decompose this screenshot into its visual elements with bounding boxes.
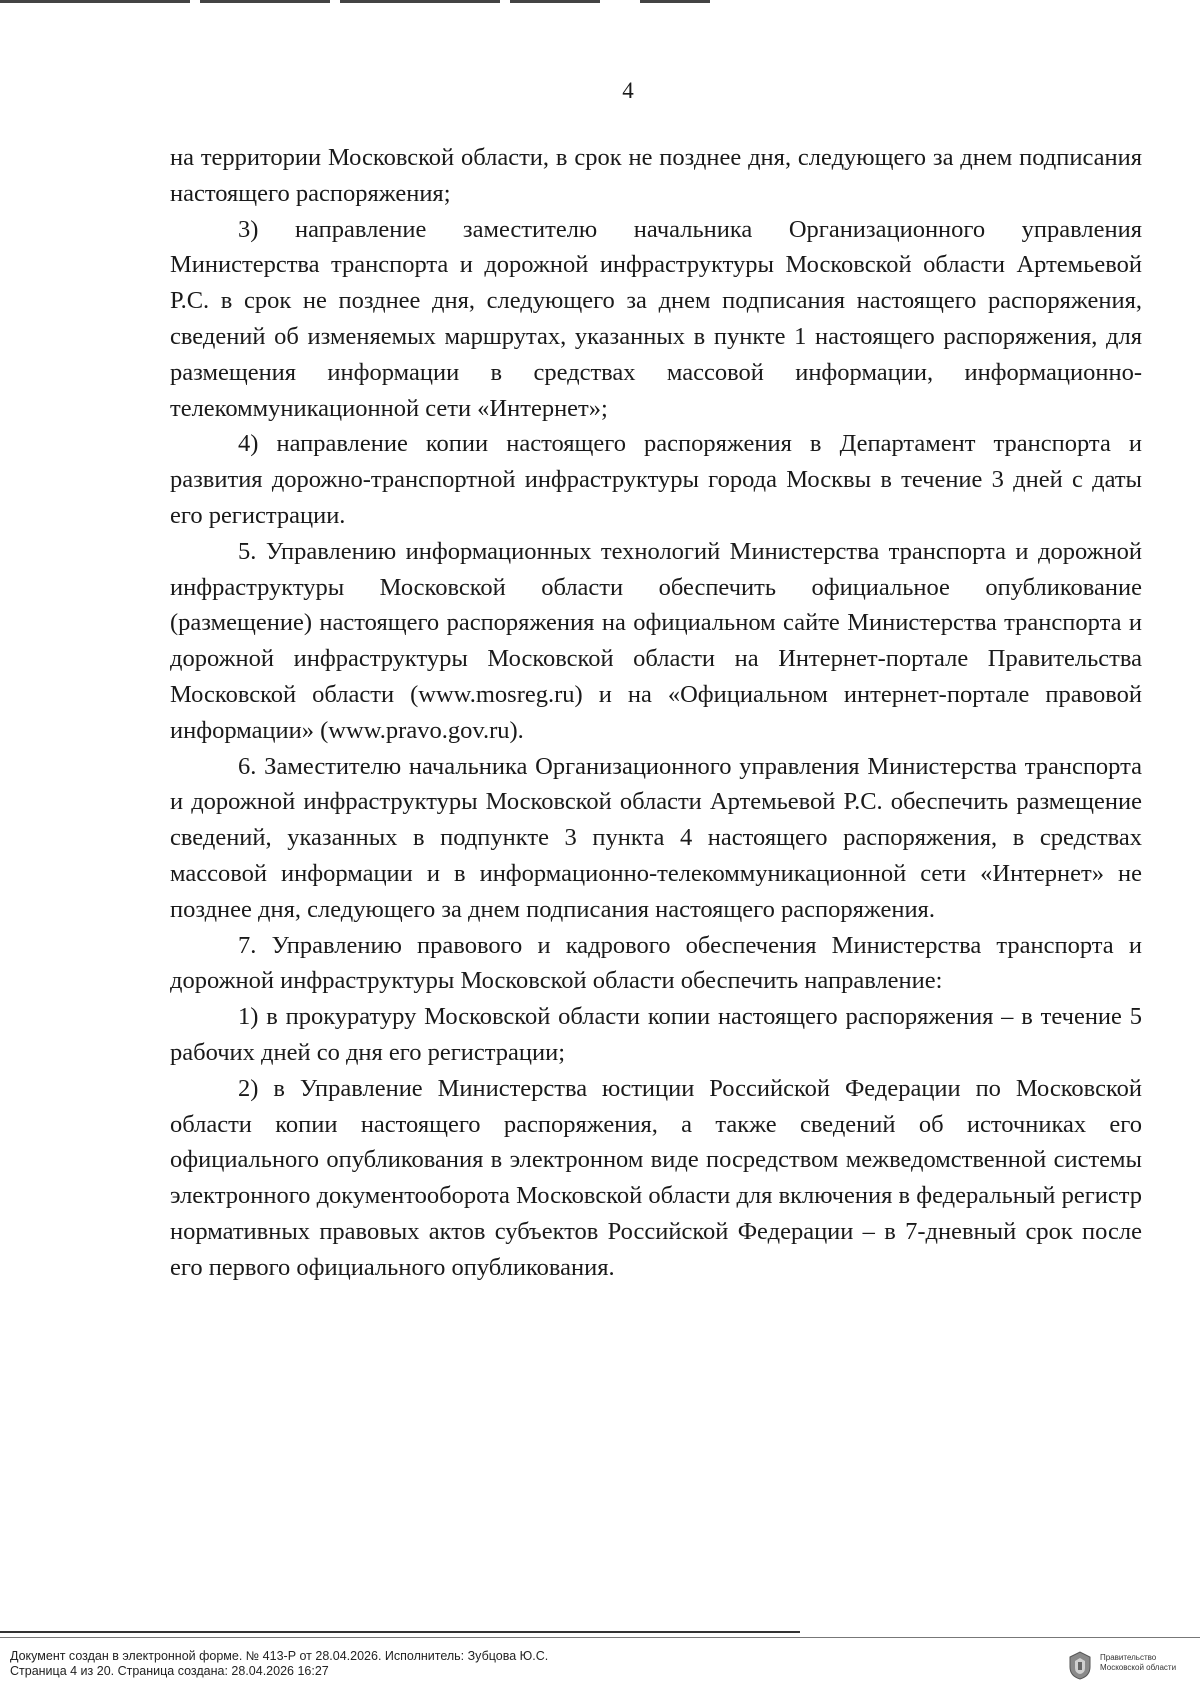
page-number: 4 <box>622 78 634 103</box>
footer-divider-thin <box>0 1637 1200 1638</box>
paragraph: 3) направление заместителю начальника Организационного управления Министерства транспорта и дорожной инфраструктуры Московской области Артемьевой Р.С. в срок не позднее дня, следующего за днем подписания настоящего распоряжения, сведений об изменяемых маршрутах, указанных в пункте 1 настоящего распоряжения, для размещения информации в средствах массовой информации, информационно-телекоммуникационной сети «Интернет»; <box>170 215 1142 422</box>
footer-page-info: Страница 4 из 20. Страница создана: 28.04.2026 16:27 <box>10 1664 329 1678</box>
government-logo <box>1060 1647 1190 1687</box>
paragraph: 6. Заместителю начальника Организационного управления Министерства транспорта и дорожной инфраструктуры Московской области Артемьевой Р.С. обеспечить размещение сведений, указанных в подпункте 3 пункта 4 настоящего распоряжения, в средствах массовой информации и в информационно-телекоммуникационной сети «Интернет» не позднее дня, следующего за днем подписания настоящего распоряжения. <box>170 752 1142 923</box>
electronic-document-footer <box>10 1649 548 1679</box>
paragraph: 7. Управлению правового и кадрового обеспечения Министерства транспорта и дорожной инфраструктуры Московской области обеспечить направление: <box>170 931 1142 995</box>
document-body <box>170 140 1142 1286</box>
paragraph: 4) направление копии настоящего распоряжения в Департамент транспорта и развития дорожно-транспортной инфраструктуры города Москвы в течение 3 дней с даты его регистрации. <box>170 430 1142 529</box>
top-scan-artifact <box>0 0 1200 4</box>
paragraph: 2) в Управление Министерства юстиции Российской Федерации по Московской области копии настоящего распоряжения, а также сведений об источниках его официального опубликования в электронном виде посредством межведомственной системы электронного документооборота Московской области для включения в федеральный регистр нормативных правовых актов субъектов Российской Федерации – в 7-дневный срок после его первого официального опубликования. <box>170 1074 1142 1281</box>
footer-document-info: Документ создан в электронной форме. № 413-Р от 28.04.2026. Исполнитель: Зубцова Ю.С. <box>10 1649 549 1663</box>
logo-text-line-1: Правительство <box>1100 1653 1157 1662</box>
footer-divider <box>0 1631 800 1633</box>
moscow-region-emblem-icon <box>1066 1649 1094 1681</box>
logo-text-line-2: Московской области <box>1100 1663 1177 1672</box>
paragraph: на территории Московской области, в срок не позднее дня, следующего за днем подписания настоящего распоряжения; <box>170 144 1142 207</box>
paragraph: 1) в прокуратуру Московской области копии настоящего распоряжения – в течение 5 рабочих дней со дня его регистрации; <box>170 1003 1142 1066</box>
paragraph: 5. Управлению информационных технологий Министерства транспорта и дорожной инфраструктуры Московской области обеспечить официальное опубликование (размещение) настоящего распоряжения на официальном сайте Министерства транспорта и дорожной инфраструктуры Московской области на Интернет-портале Правительства Московской области (www.mosreg.ru) и на «Официальном интернет-портале правовой информации» (www.pravo.gov.ru). <box>170 537 1142 744</box>
